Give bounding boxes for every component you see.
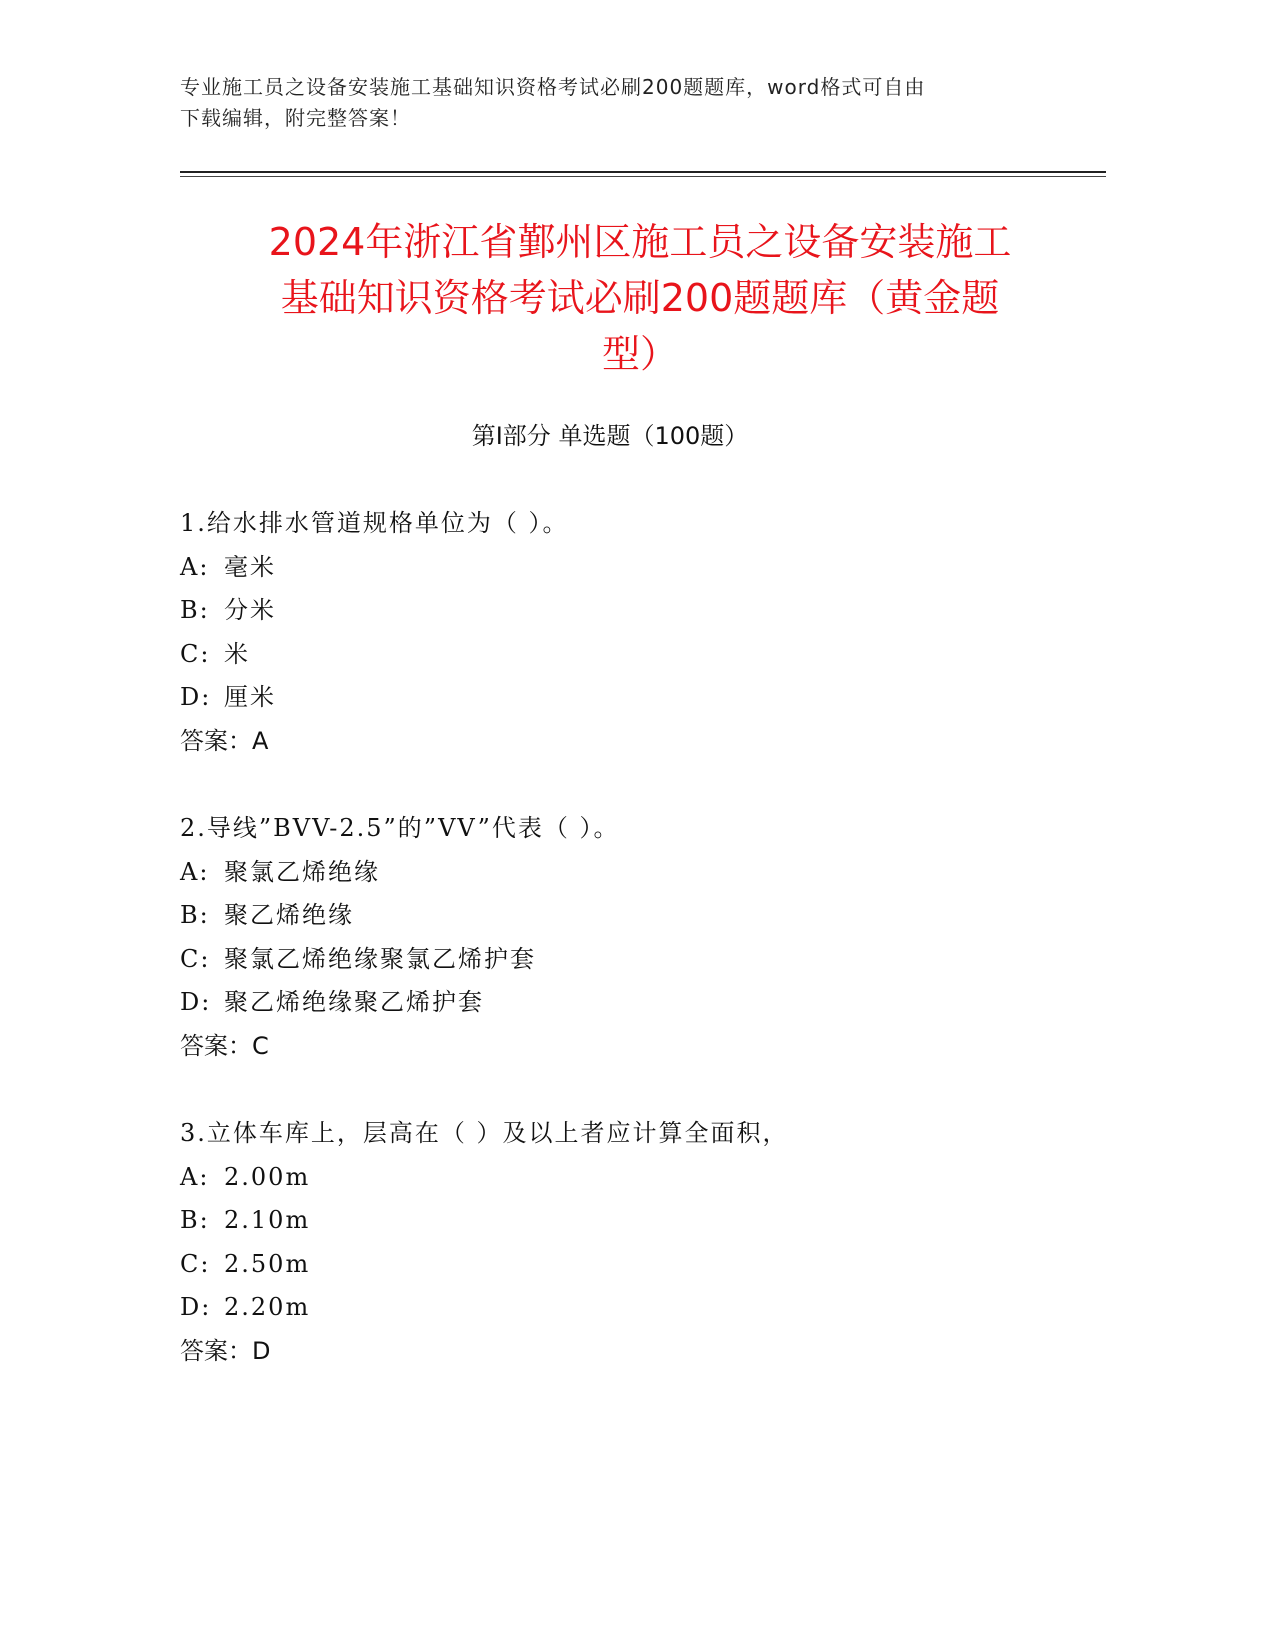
option-c xyxy=(180,938,1080,982)
option-a xyxy=(180,851,1080,895)
option-text: 聚氯乙烯绝缘聚氯乙烯护套 xyxy=(224,944,536,973)
option-letter: B: xyxy=(180,596,210,625)
option-d xyxy=(180,676,1080,720)
option-a xyxy=(180,1156,1080,1200)
option-text: 厘米 xyxy=(224,683,276,712)
option-text: 米 xyxy=(224,639,250,668)
question-stem: 1.给水排水管道规格单位为（ ）。 xyxy=(180,509,569,537)
option-a xyxy=(180,546,1080,590)
option-text: 2.00m xyxy=(224,1162,311,1191)
answer-line: 答案：D xyxy=(180,1336,271,1365)
option-letter: B: xyxy=(180,901,210,930)
option-letter: B: xyxy=(180,1206,210,1235)
header-note-line-2: 下载编辑，附完整答案！ xyxy=(180,106,411,130)
option-letter: D: xyxy=(180,1293,212,1322)
option-text: 聚乙烯绝缘聚乙烯护套 xyxy=(224,988,484,1017)
option-text: 2.50m xyxy=(224,1249,311,1278)
option-text: 聚氯乙烯绝缘 xyxy=(224,857,380,886)
option-letter: A: xyxy=(180,1162,210,1191)
header-divider-thin xyxy=(180,176,1106,177)
header-note xyxy=(180,72,1060,134)
option-c xyxy=(180,1243,1080,1287)
option-text: 2.20m xyxy=(224,1293,311,1322)
option-d xyxy=(180,981,1080,1025)
option-b xyxy=(180,589,1080,633)
option-letter: A: xyxy=(180,552,210,581)
document-title xyxy=(180,214,1100,382)
header-divider-thick xyxy=(180,171,1106,173)
question-2 xyxy=(180,807,1080,1069)
question-stem: 3.立体车库上，层高在（ ）及以上者应计算全面积， xyxy=(180,1119,789,1147)
option-c xyxy=(180,633,1080,677)
answer-line: 答案：A xyxy=(180,726,269,755)
question-stem: 2.导线”BVV-2.5”的”VV”代表（ ）。 xyxy=(180,814,620,842)
option-text: 分米 xyxy=(224,596,276,625)
header-note-line-1: 专业施工员之设备安装施工基础知识资格考试必刷200题题库，word格式可自由 xyxy=(180,75,926,99)
option-b xyxy=(180,1199,1080,1243)
question-3 xyxy=(180,1112,1080,1374)
option-letter: A: xyxy=(180,857,210,886)
option-text: 聚乙烯绝缘 xyxy=(224,901,354,930)
option-b xyxy=(180,894,1080,938)
document-title-line-1: 2024年浙江省鄞州区施工员之设备安装施工 xyxy=(268,220,1012,264)
option-letter: D: xyxy=(180,988,212,1017)
option-text: 2.10m xyxy=(224,1206,311,1235)
document-title-line-3: 型） xyxy=(601,332,678,376)
option-d xyxy=(180,1286,1080,1330)
option-letter: C: xyxy=(180,1249,211,1278)
option-letter: D: xyxy=(180,683,212,712)
document-title-line-2: 基础知识资格考试必刷200题题库（黄金题 xyxy=(280,276,1000,320)
question-1 xyxy=(180,502,1080,764)
option-letter: C: xyxy=(180,639,211,668)
answer-line: 答案：C xyxy=(180,1031,269,1060)
option-letter: C: xyxy=(180,944,211,973)
section-title: 第Ⅰ部分 单选题（100题） xyxy=(471,422,749,450)
option-text: 毫米 xyxy=(224,552,276,581)
